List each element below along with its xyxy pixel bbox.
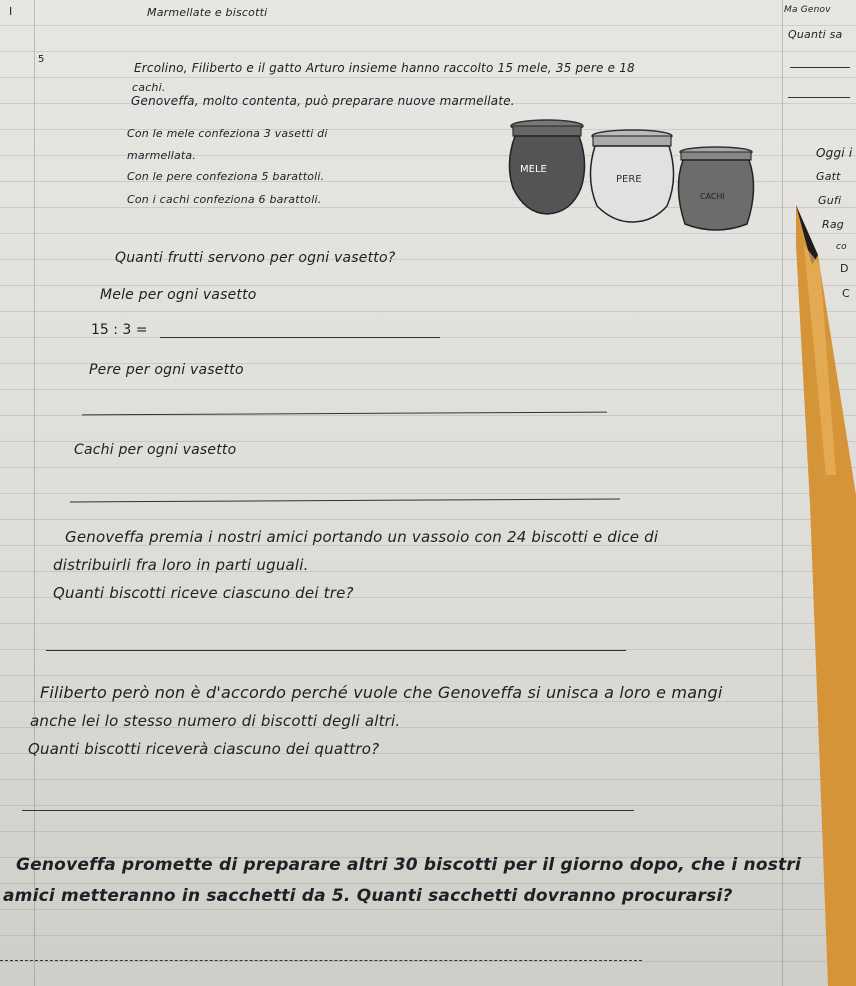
answer-rule-top-right-1 (790, 67, 850, 68)
jam-info-line-3: Con le pere confeziona 5 barattoli. (127, 170, 325, 183)
right-text-a: Oggi i (816, 146, 853, 160)
answer-line-biscotti-tre[interactable] (46, 650, 626, 651)
answer-line-sacchetti[interactable] (0, 960, 642, 961)
problem-4-line-1: Genoveffa promette di preparare altri 30 biscotti per il giorno dopo, che i nostri (16, 855, 801, 875)
problem-2-line-2: distribuirli fra loro in parti uguali. (53, 556, 309, 574)
right-text-d: Rag (822, 218, 844, 231)
intro-line-1: Ercolino, Filiberto e il gatto Arturo insieme hanno raccolto 15 mele, 35 pere e 18 (134, 61, 635, 75)
jar-label-mele: MELE (520, 164, 547, 175)
jam-info-line-1: Con le mele confeziona 3 vasetti di (127, 127, 328, 140)
jam-info-line-4: Con i cachi confeziona 6 barattoli. (127, 193, 322, 206)
problem-3-line-1: Filiberto però non è d'accordo perché vuole che Genoveffa si unisca a loro e mangi (40, 683, 723, 702)
page-title: Marmellate e biscotti (147, 6, 268, 19)
answer-line-cachi[interactable] (70, 499, 620, 503)
right-text-b: Gatt (816, 170, 841, 183)
margin-line-left (34, 0, 35, 986)
problem-2-question: Quanti biscotti riceve ciascuno dei tre? (53, 584, 354, 602)
right-text-c: Gufi (818, 194, 842, 207)
answer-line-mele[interactable] (160, 337, 440, 338)
problem-3-line-2: anche lei lo stesso numero di biscotti degli altri. (30, 712, 401, 730)
right-text-e: co (836, 242, 847, 252)
top-right-text-1: Ma Genov (784, 5, 831, 15)
intro-line-2: cachi. (132, 81, 166, 94)
intro-line-3: Genoveffa, molto contenta, può preparare nuove marmellate. (131, 94, 515, 108)
answer-line-pere[interactable] (82, 412, 607, 416)
question-1a-label: Mele per ogni vasetto (100, 287, 257, 303)
jar-label-pere: PERE (616, 174, 642, 185)
right-text-f: D (840, 262, 849, 275)
jam-info-line-2: marmellata. (127, 149, 197, 162)
jar-cachi-icon (678, 147, 753, 230)
question-1b-label: Pere per ogni vasetto (89, 362, 244, 378)
problem-3-question: Quanti biscotti riceverà ciascuno dei quattro? (28, 740, 380, 758)
question-1a-equation: 15 : 3 = (91, 322, 148, 338)
jars-illustration (505, 118, 795, 240)
answer-line-biscotti-quattro[interactable] (22, 810, 634, 811)
margin-mark: I (9, 5, 13, 18)
right-text-g: C (842, 287, 850, 300)
question-1: Quanti frutti servono per ogni vasetto? (115, 250, 396, 266)
problem-2-line-1: Genoveffa premia i nostri amici portando un vassoio con 24 biscotti e dice di (65, 528, 659, 546)
question-1c-label: Cachi per ogni vasetto (74, 442, 237, 458)
margin-number: 5 (38, 54, 45, 65)
top-right-text-2: Quanti sa (788, 28, 843, 41)
answer-rule-top-right-2 (788, 97, 850, 98)
problem-4-line-2: amici metteranno in sacchetti da 5. Quanti sacchetti dovranno procurarsi? (3, 886, 733, 906)
jar-label-cachi: CACHI (700, 192, 725, 201)
